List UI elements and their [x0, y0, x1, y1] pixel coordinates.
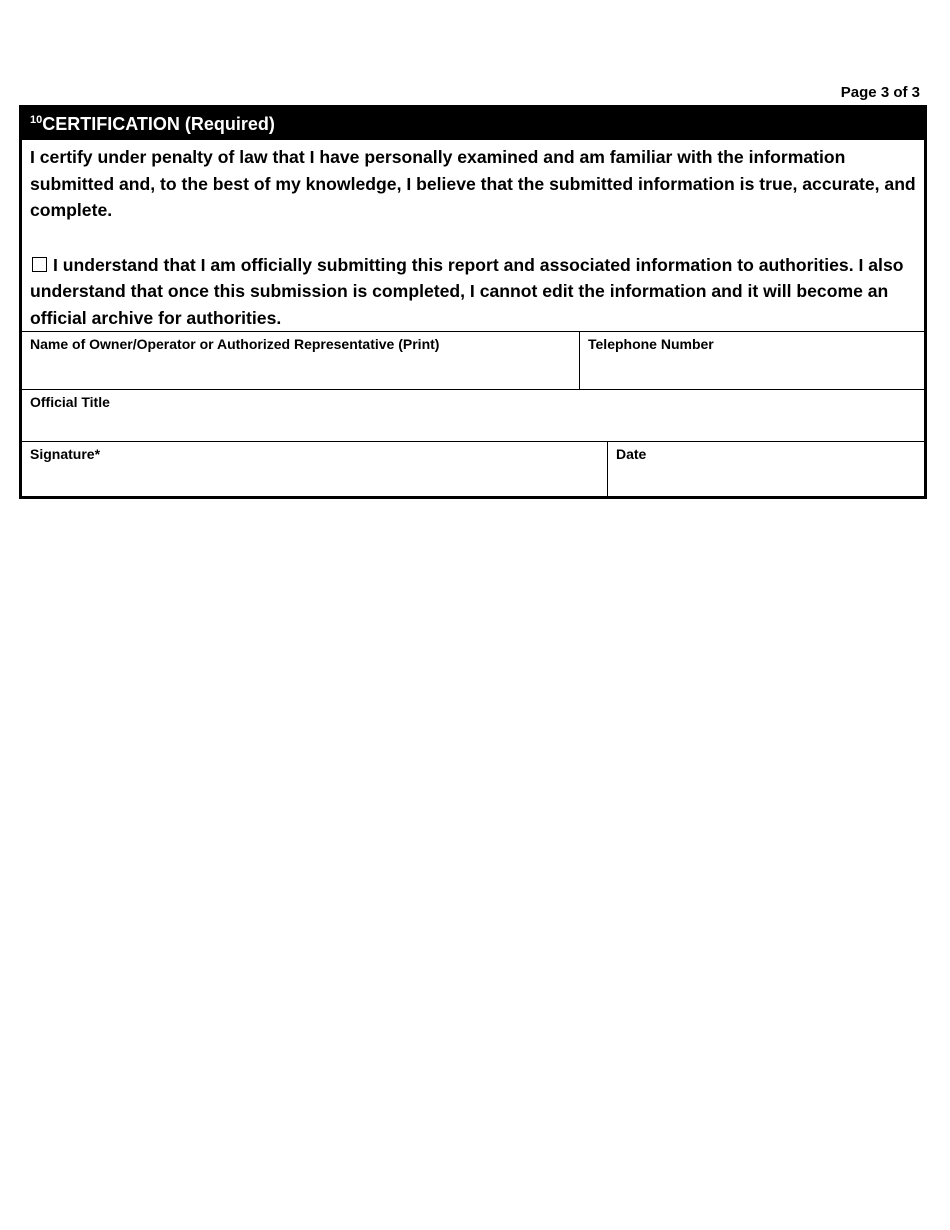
name-field[interactable]	[22, 332, 580, 389]
date-field[interactable]	[608, 442, 924, 496]
telephone-field-label: Telephone Number	[588, 336, 714, 352]
signature-field-label: Signature*	[30, 446, 101, 462]
certification-section	[19, 105, 927, 499]
page-number: Page 3 of 3	[840, 84, 920, 101]
section-title: CERTIFICATION (Required)	[42, 114, 275, 134]
title-row	[22, 389, 924, 441]
name-phone-row	[22, 331, 924, 389]
acknowledgement-checkbox[interactable]	[32, 257, 47, 272]
telephone-field[interactable]	[580, 332, 924, 389]
official-title-label: Official Title	[30, 394, 110, 410]
date-field-label: Date	[616, 446, 647, 462]
acknowledgement-text: I understand that I am officially submitting this report and associated information to authorities. I also understand that once this submission is completed, I cannot edit the information and it will become an official archive for authorities.	[30, 254, 904, 328]
signature-date-row	[22, 441, 924, 496]
signature-field[interactable]	[22, 442, 608, 496]
acknowledgement-row	[22, 224, 924, 332]
certification-statement: I certify under penalty of law that I have personally examined and am familiar with the information submitted and, to the best of my knowledge, I believe that the submitted information is true, accurate, and complete.	[30, 147, 916, 220]
official-title-field[interactable]	[22, 390, 924, 441]
section-number: 10	[30, 114, 43, 126]
section-header	[22, 105, 924, 140]
name-field-label: Name of Owner/Operator or Authorized Representative (Print)	[30, 336, 440, 352]
